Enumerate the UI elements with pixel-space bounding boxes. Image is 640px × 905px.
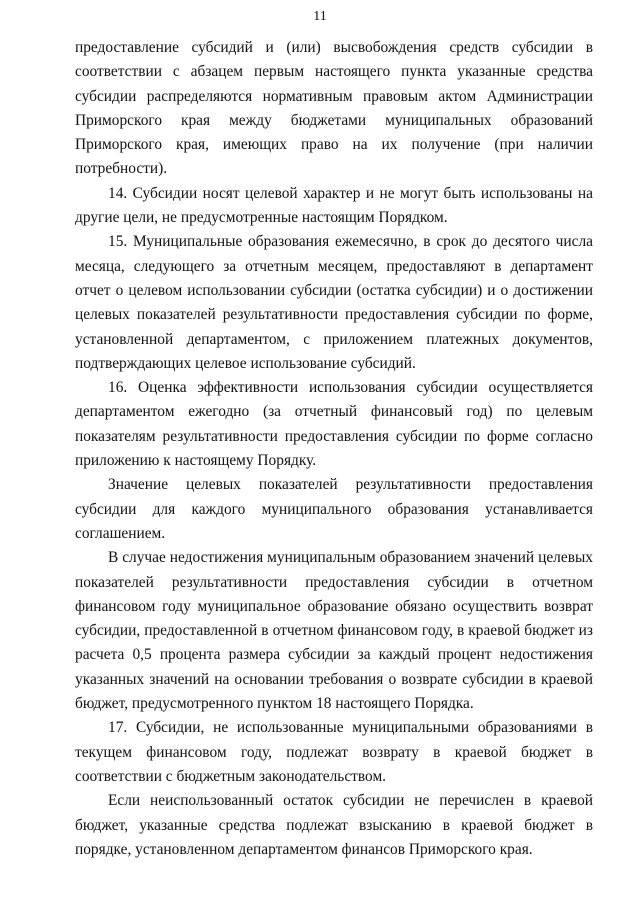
paragraph-17: 17. Субсидии, не использованные муниципальными образованиями в текущем финансовом году, подлежат возврату в краевой бюджет в соответствии с бюджетным законодательством. [75, 719, 593, 785]
paragraph-unused-balance: Если неиспользованный остаток субсидии не перечислен в краевой бюджет, указанные средства подлежат взысканию в краевой бюджет в порядке, установленном департаментом финансов Приморского края. [75, 792, 593, 858]
page-number: 11 [313, 9, 327, 24]
document-body [75, 36, 593, 862]
paragraph-non-achievement: В случае недостижения муниципальным образованием значений целевых показателей результативности предоставления субсидии в отчетном финансовом году муниципальное образование обязано осуществить возврат субсидии, предоставленной в отчетном финансовом году, в краевой бюджет из расчета 0,5 процента размера субсидии за каждый процент недостижения указанных значений на основании требования о возврате субсидии в краевой бюджет, предусмотренного пунктом 18 настоящего Порядка. [75, 549, 593, 713]
paragraph-15: 15. Муниципальные образования ежемесячно, в срок до десятого числа месяца, следующего за отчетным месяцем, предоставляют в департамент отчет о целевом использовании субсидии (остатка субсидии) и о достижении целевых показателей результативности предоставления субсидии по форме, установленной департаментом, с приложением платежных документов, подтверждающих целевое использование субсидий. [75, 233, 593, 372]
paragraph-14: 14. Субсидии носят целевой характер и не могут быть использованы на другие цели, не предусмотренные настоящим Порядком. [75, 184, 593, 227]
paragraph-target-values: Значение целевых показателей результативности предоставления субсидии для каждого муниципального образования устанавливается соглашением. [75, 476, 593, 542]
paragraph-16: 16. Оценка эффективности использования субсидии осуществляется департаментом ежегодно (за отчетный финансовый год) по целевым показателям результативности предоставления субсидии по форме согласно приложению к настоящему Порядку. [75, 379, 593, 470]
paragraph-continuation: предоставление субсидий и (или) высвобождения средств субсидии в соответствии с абзацем первым настоящего пункта указанные средства субсидии распределяются нормативным правовым актом Администрации Приморского края между бюджетами муниципальных образований Приморского края, имеющих право на их получение (при наличии потребности). [75, 39, 593, 178]
